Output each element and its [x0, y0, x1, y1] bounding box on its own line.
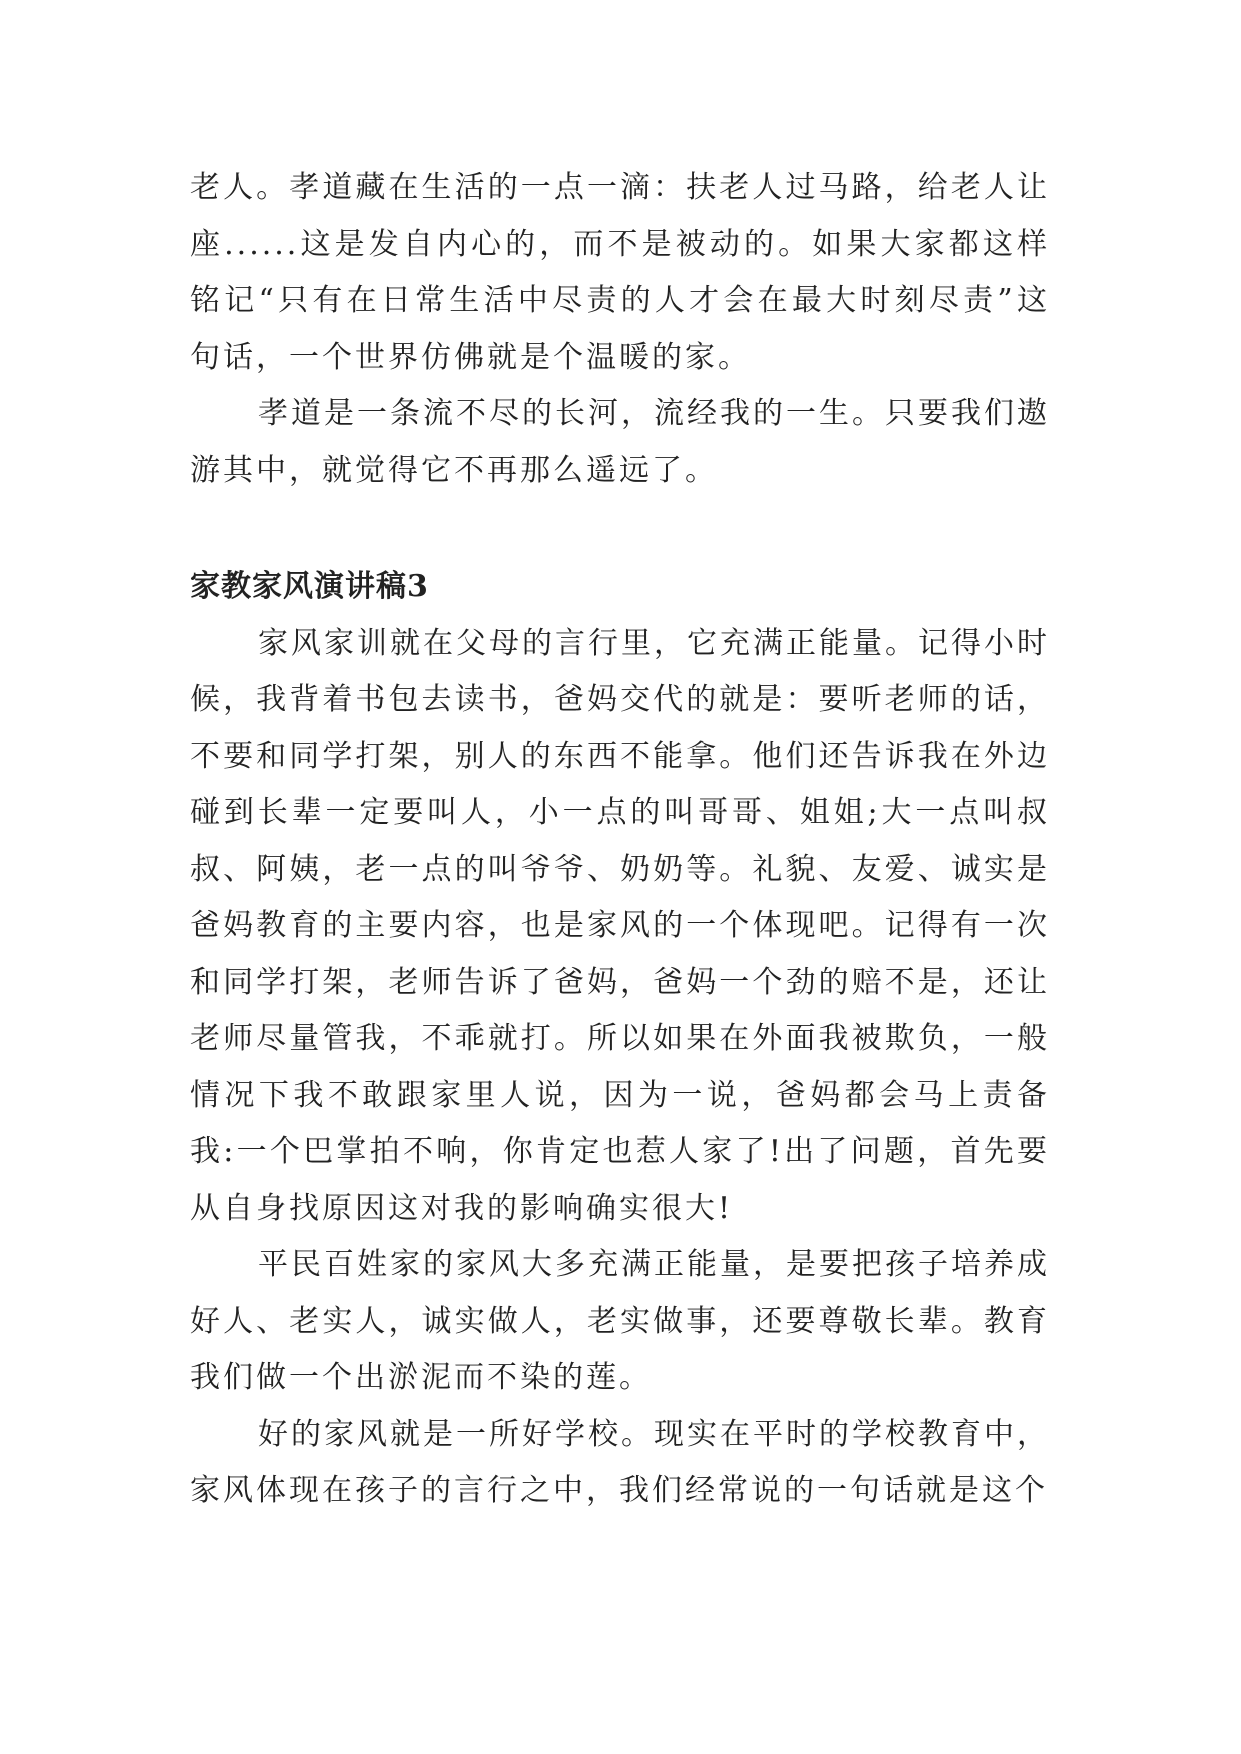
paragraph-family-rules: 家风家训就在父母的言行里，它充满正能量。记得小时候，我背着书包去读书，爸妈交代的就是：要听老师的话，不要和同学打架，别人的东西不能拿。他们还告诉我在外边碰到长辈一定要叫人，小一点的叫哥哥、姐姐;大一点叫叔叔、阿姨，老一点的叫爷爷、奶奶等。礼貌、友爱、诚实是爸妈教育的主要内容，也是家风的一个体现吧。记得有一次和同学打架，老师告诉了爸妈，爸妈一个劲的赔不是，还让老师尽量管我，不乖就打。所以如果在外面我被欺负，一般情况下我不敢跟家里人说，因为一说，爸妈都会马上责备我:一个巴掌拍不响，你肯定也惹人家了!出了问题，首先要从自身找原因这对我的影响确实很大! [190, 625, 1050, 1226]
paragraph-filial-river: 孝道是一条流不尽的长河，流经我的一生。只要我们遨游其中，就觉得它不再那么遥远了。 [190, 396, 1050, 488]
paragraph-continued: 老人。孝道藏在生活的一点一滴：扶老人过马路，给老人让座......这是发自内心的，而不是被动的。如果大家都这样铭记“只有在日常生活中尽责的人才会在最大时刻尽责”这句话，一个世界仿佛就是个温暖的家。 [190, 170, 1050, 375]
paragraph-common-folk: 平民百姓家的家风大多充满正能量，是要把孩子培养成好人、老实人，诚实做人，老实做事，还要尊敬长辈。教育我们做一个出淤泥而不染的莲。 [190, 1247, 1050, 1395]
section-title: 家教家风演讲稿3 [190, 569, 429, 604]
paragraph-good-school: 好的家风就是一所好学校。现实在平时的学校教育中，家风体现在孩子的言行之中，我们经常说的一句话就是这个 [190, 1416, 1050, 1508]
document-body [190, 160, 1050, 1520]
